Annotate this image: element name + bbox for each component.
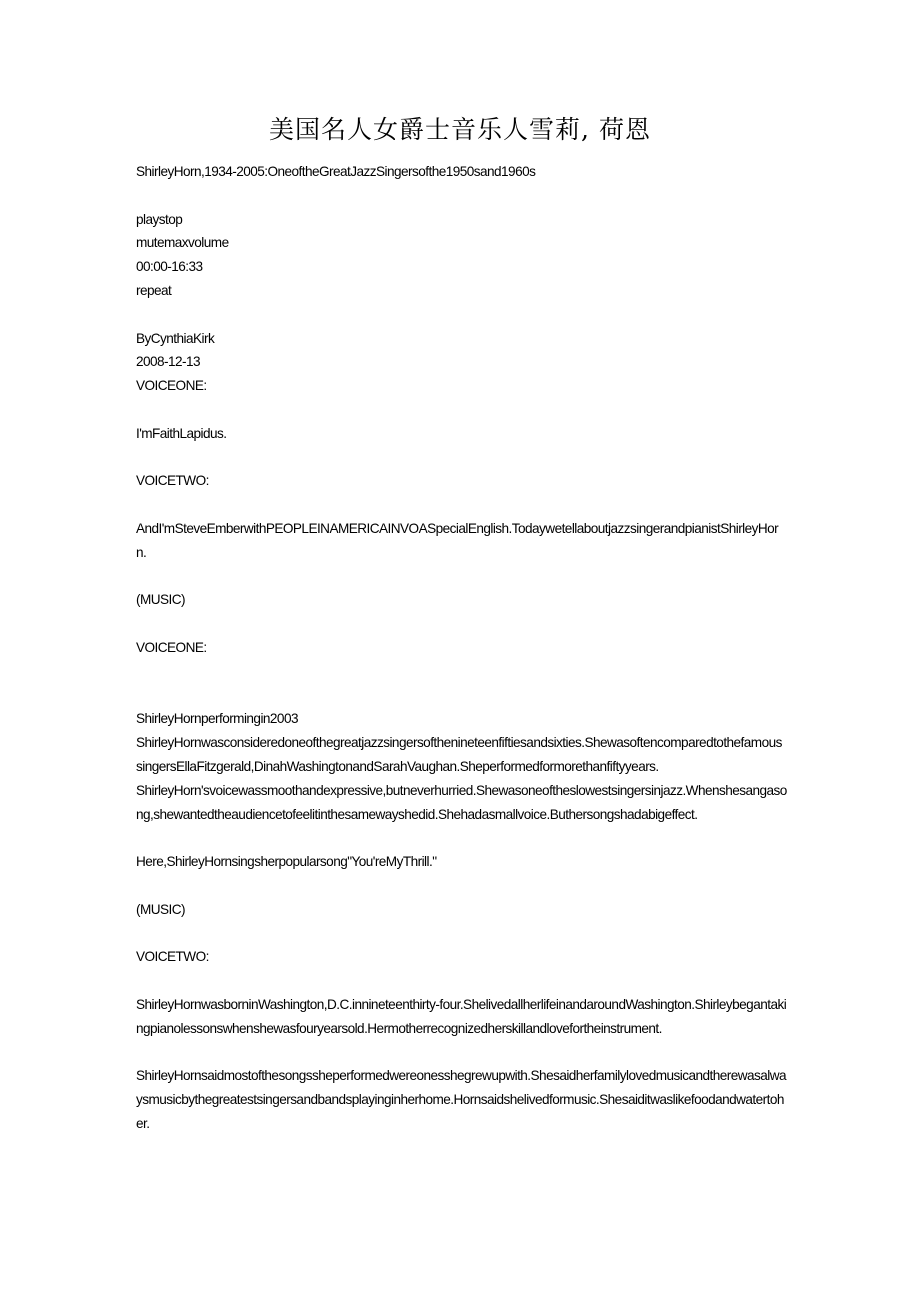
player-mute-volume[interactable]: mutemaxvolume: [136, 235, 229, 251]
image-caption: ShirleyHornperformingin2003: [136, 711, 298, 727]
player-repeat[interactable]: repeat: [136, 282, 172, 298]
subtitle: ShirleyHorn,1934-2005:OneoftheGreatJazzSingersofthe1950sand1960s: [136, 164, 536, 179]
paragraph: ShirleyHornwasconsideredoneofthegreatjazzsingersofthenineteenfiftiesandsixties.ShewasoftencomparedtothefamoussingersEllaFitzgerald,DinahWashingtonandSarahVaughan.Sheperformedformorethanfiftyyears.: [136, 735, 782, 774]
player-play-stop[interactable]: playstop: [136, 211, 183, 227]
paragraph: Here,ShirleyHornsingsherpopularsong"You'reMyThrill.": [136, 854, 437, 870]
paragraph: AndI'mSteveEmberwithPEOPLEINAMERICAINVOASpecialEnglish.TodaywetellaboutjazzsingerandpianistShirleyHorn.: [136, 520, 779, 560]
paragraph: ShirleyHorn'svoicewassmoothandexpressive,butneverhurried.Shewasoneoftheslowestsingersinjazz.Whenshesangasong,shewantedtheaudiencetofeelitinthesamewayshedid.Shehadasmallvoice.Buthersongshadabigeffect.: [136, 782, 787, 822]
speaker-label: VOICEONE:: [136, 639, 207, 655]
page-title: 美国名人女爵士音乐人雪莉, 荷恩: [269, 115, 651, 144]
paragraph: ShirleyHornwasborninWashington,D.C.innineteenthirty-four.ShelivedallherlifeinandaroundWashington.Shirleybegantakingpianolessonswhenshewasfouryearsold.Hermotherrecognizedherskillandlovefortheinstrument.: [136, 996, 787, 1036]
music-cue: (MUSIC): [136, 592, 186, 608]
speaker-label: VOICETWO:: [136, 949, 209, 965]
paragraph: I'mFaithLapidus.: [136, 425, 227, 441]
paragraph: ShirleyHornsaidmostofthesongssheperformedwereonesshegrewupwith.Shesaidherfamilylovedmusicandtherewasalwaysmusicbythegreatestsingersandbandsplayinginherhome.Hornsaidshelivedformusic.Shesaiditwaslikefoodandwatertoher.: [136, 1068, 787, 1131]
byline: ByCynthiaKirk: [136, 330, 215, 346]
document-body: [136, 160, 788, 1136]
music-cue: (MUSIC): [136, 901, 186, 917]
speaker-label: VOICEONE:: [136, 378, 207, 394]
player-time: 00:00-16:33: [136, 259, 203, 275]
speaker-label: VOICETWO:: [136, 473, 209, 489]
date: 2008-12-13: [136, 354, 201, 370]
